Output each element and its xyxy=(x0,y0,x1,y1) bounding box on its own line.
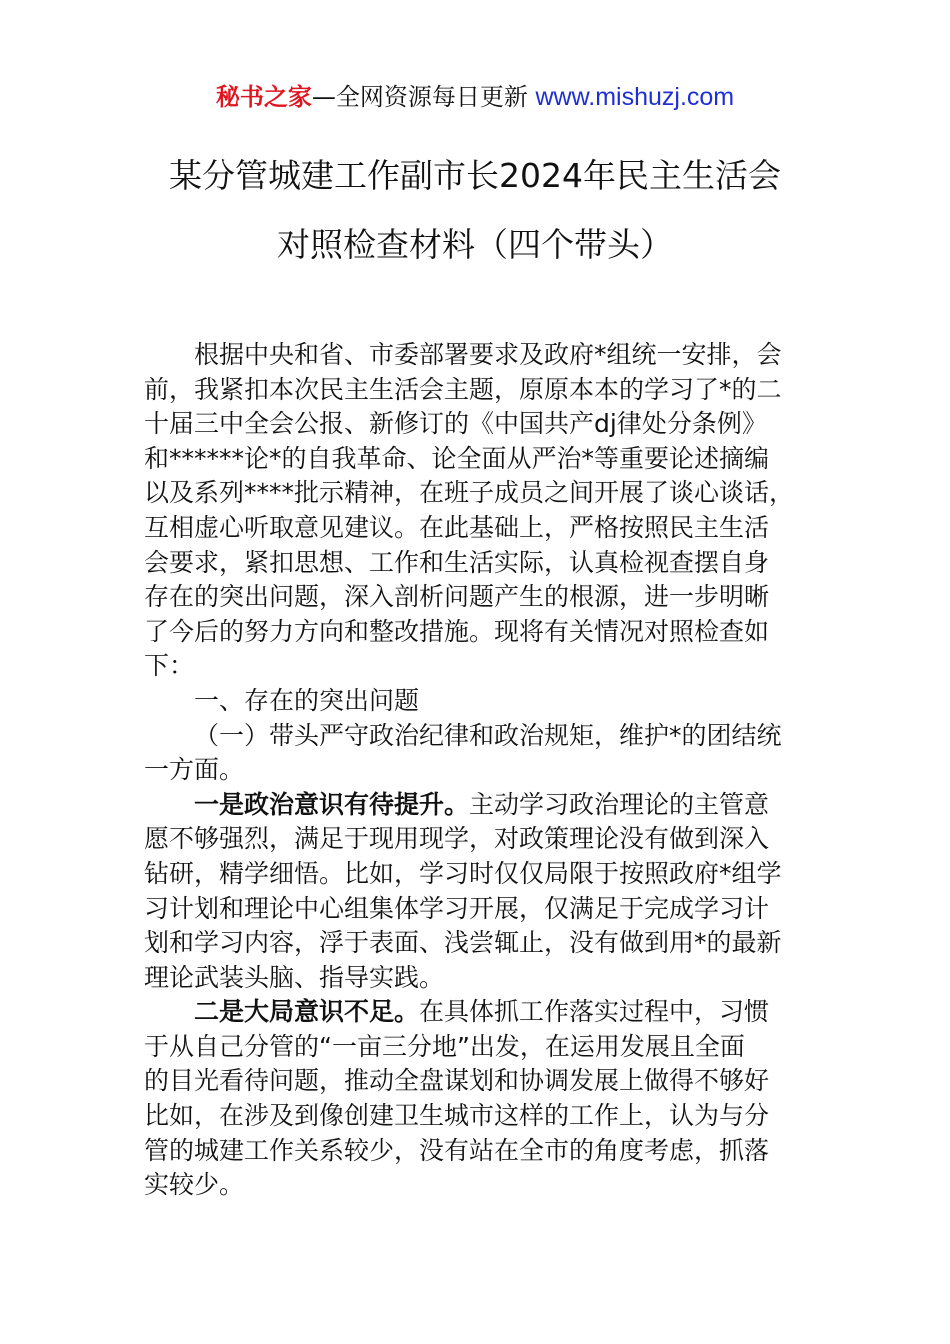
section-heading: 一、存在的突出问题 xyxy=(194,685,420,715)
body-line: 管的城建工作关系较少，没有站在全市的角度考虑，抓落 xyxy=(144,1135,770,1165)
paragraph-lead-bold: 二是大局意识不足。 xyxy=(194,997,420,1027)
site-url-link[interactable]: www.mishuzj.com xyxy=(535,83,735,111)
paragraph-lead-text: 主动学习政治理论的主管意 xyxy=(469,789,770,819)
body-line: 存在的突出问题，深入剖析问题产生的根源，进一步明晰 xyxy=(144,582,770,612)
body-line: 划和学习内容，浮于表面、浅尝辄止，没有做到用*的最新 xyxy=(144,928,782,958)
body-line: 一方面。 xyxy=(144,755,245,785)
site-banner xyxy=(0,80,950,114)
paragraph-lead-line xyxy=(144,788,810,823)
subsection-heading: （一）带头严守政治纪律和政治规矩，维护*的团结统 xyxy=(194,720,782,750)
body-line: 习计划和理论中心组集体学习开展，仅满足于完成学习计 xyxy=(144,893,770,923)
banner-tagline: —全网资源每日更新 xyxy=(311,83,536,111)
body-line: 实较少。 xyxy=(144,1170,245,1200)
body-line: 和******论*的自我革命、论全面从严治*等重要论述摘编 xyxy=(144,443,770,473)
body-line: 前，我紧扣本次民主生活会主题，原原本本的学习了*的二 xyxy=(144,374,782,404)
body-line: 愿不够强烈，满足于现用现学，对政策理论没有做到深入 xyxy=(144,824,770,854)
document-title-line-1: 某分管城建工作副市长2024年民主生活会 xyxy=(169,156,781,195)
body-line: 了今后的努力方向和整改措施。现将有关情况对照检查如 xyxy=(144,616,770,646)
body-line: 的目光看待问题，推动全盘谋划和协调发展上做得不够好 xyxy=(144,1066,770,1096)
body-line: 比如，在涉及到像创建卫生城市这样的工作上，认为与分 xyxy=(144,1101,770,1131)
body-line: 十届三中全会公报、新修订的《中国共产dj律处分条例》 xyxy=(144,409,767,439)
paragraph-lead-text: 在具体抓工作落实过程中，习惯 xyxy=(419,997,770,1027)
body-line: 以及系列****批示精神，在班子成员之间开展了谈心谈话， xyxy=(144,478,795,508)
document-title-line-2: 对照检查材料（四个带头） xyxy=(277,225,673,264)
brand-name: 秘书之家 xyxy=(215,83,312,111)
body-line: 理论武装头脑、指导实践。 xyxy=(144,962,445,992)
body-line: 会要求，紧扣思想、工作和生活实际，认真检视查摆自身 xyxy=(144,547,770,577)
document-body xyxy=(144,338,810,1203)
body-line: 互相虚心听取意见建议。在此基础上，严格按照民主生活 xyxy=(144,512,770,542)
body-line: 钻研，精学细悟。比如，学习时仅仅局限于按照政府*组学 xyxy=(144,858,782,888)
paragraph-lead-bold: 一是政治意识有待提升。 xyxy=(194,789,470,819)
body-line: 根据中央和省、市委部署要求及政府*组统一安排，会 xyxy=(194,340,782,369)
body-line: 于从自己分管的“一亩三分地”出发，在运用发展且全面 xyxy=(144,1031,745,1061)
body-line: 下： xyxy=(144,651,195,681)
paragraph-lead-line xyxy=(144,995,810,1030)
